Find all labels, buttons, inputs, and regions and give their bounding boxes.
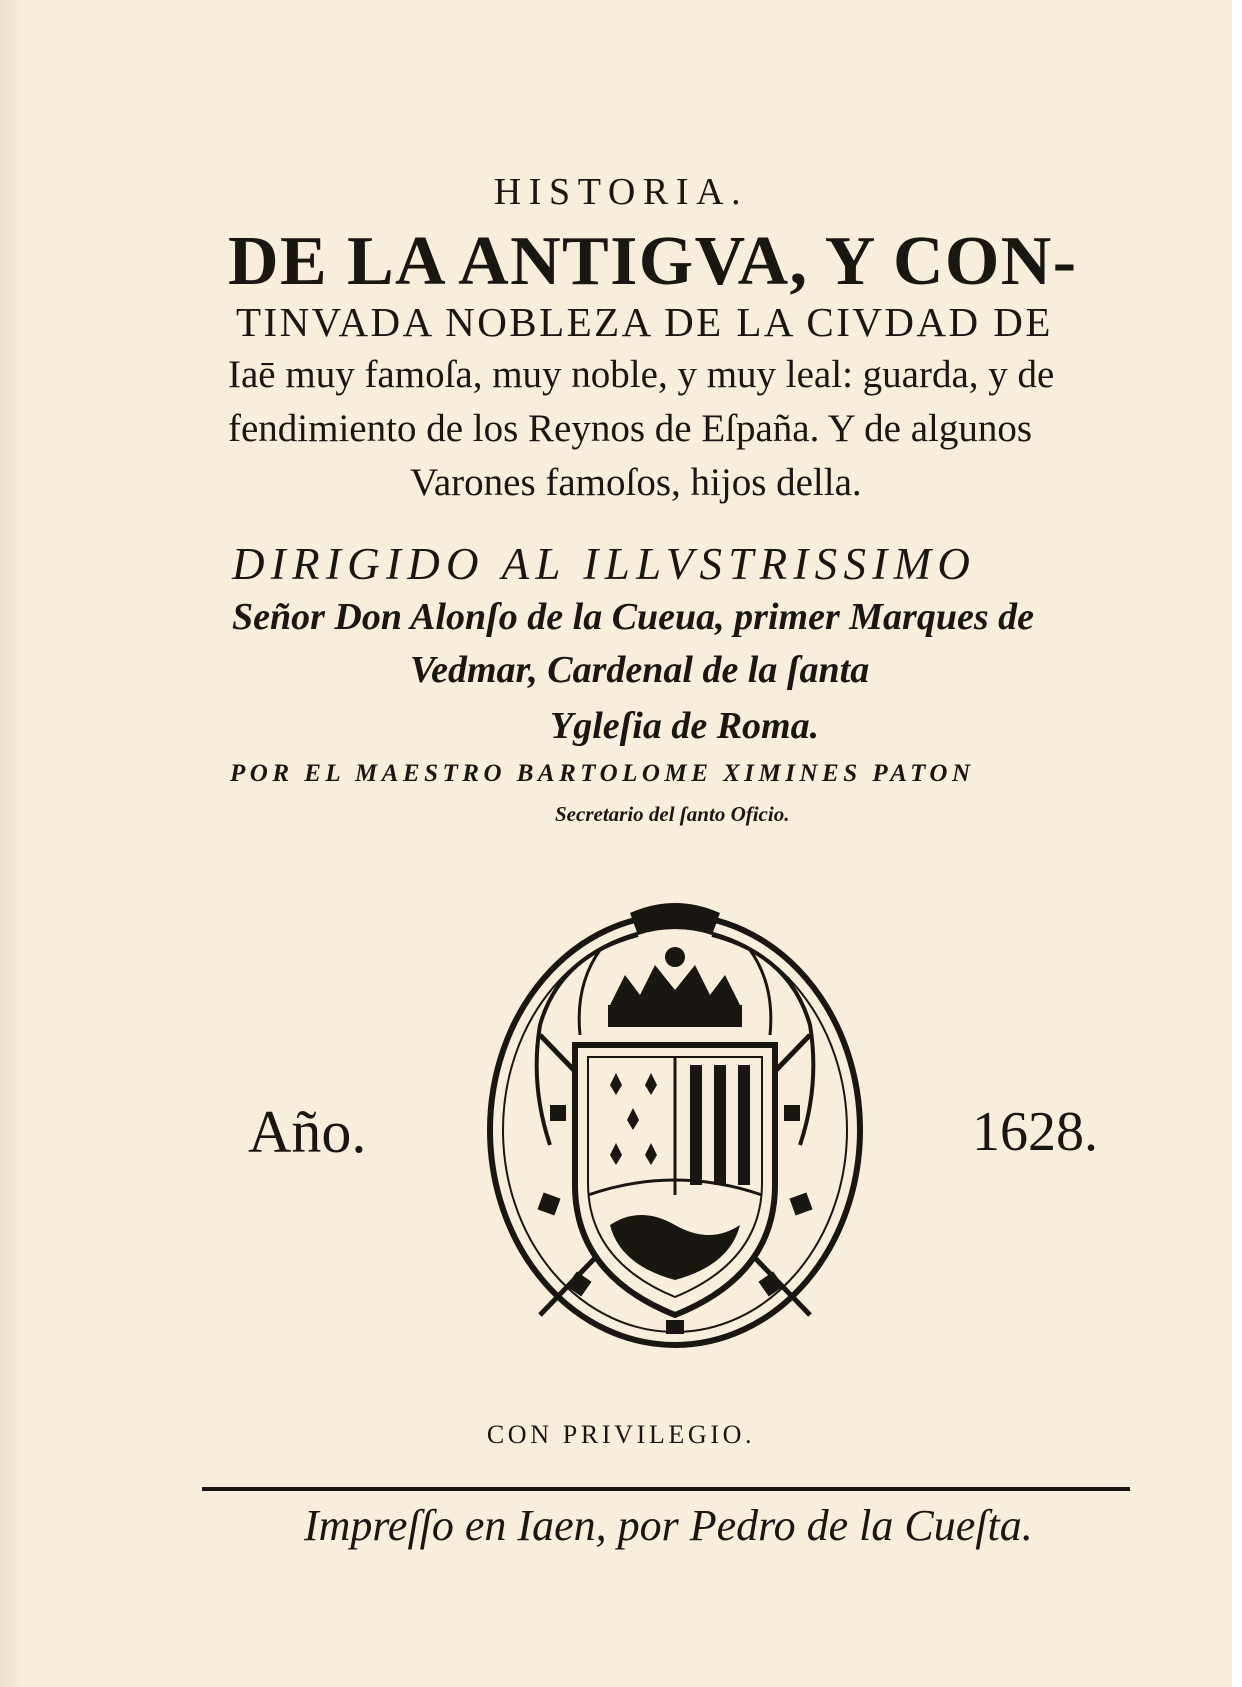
title-historia: HISTORIA.	[493, 171, 749, 213]
privilege-line: CON PRIVILEGIO.	[486, 1420, 756, 1449]
dedication-line-2: Señor Don Alonſo de la Cueua, primer Marques de	[232, 596, 1034, 638]
imprint-line: Impreſſo en Iaen, por Pedro de la Cueſta.	[304, 1501, 1033, 1550]
author-line: POR EL MAESTRO BARTOLOME XIMINES PATON	[230, 760, 975, 787]
title-line-4: fendimiento de los Reynos de Eſpaña. Y de algunos	[228, 407, 1033, 450]
author-role: Secretario del ſanto Oficio.	[555, 802, 790, 826]
title-line-1: DE LA ANTIGVA, Y CON-	[228, 223, 1078, 300]
dedication-line-4: Ygleſia de Roma.	[550, 705, 820, 747]
title-line-2: TINVADA NOBLEZA DE LA CIVDAD DE	[236, 299, 1053, 345]
dedication-line-1: DIRIGIDO AL ILLVSTRISSIMO	[232, 539, 977, 589]
divider-rule	[202, 1487, 1130, 1491]
title-line-5: Varones famoſos, hijos della.	[410, 461, 862, 504]
coat-of-arms-icon	[480, 895, 870, 1353]
title-line-3: Iaē muy famoſa, muy noble, y muy leal: guarda, y de	[228, 353, 1055, 396]
dedication-line-3: Vedmar, Cardenal de la ſanta	[410, 649, 870, 691]
date-year: 1628.	[972, 1101, 1098, 1163]
date-ano: Año.	[248, 1099, 367, 1165]
